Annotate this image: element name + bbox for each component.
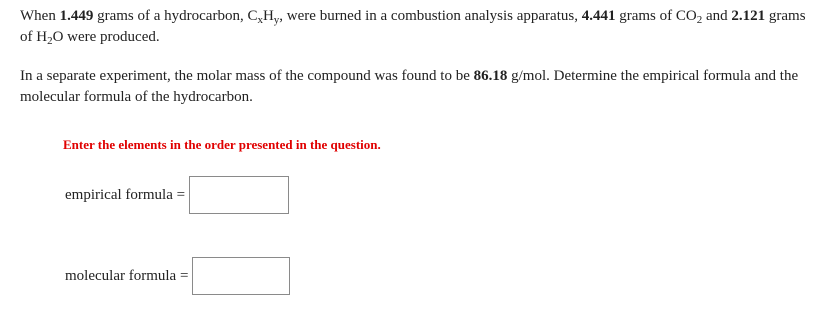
text-segment: In a separate experiment, the molar mass of the compound was found to be — [20, 68, 474, 84]
empirical-formula-row — [65, 176, 289, 214]
molecular-formula-row — [65, 257, 290, 295]
text-segment: When — [20, 8, 60, 24]
molar-mass-value: 86.18 — [473, 68, 508, 84]
text-segment: grams of CO — [615, 8, 697, 24]
subscript-x: x — [257, 14, 263, 26]
h2o-mass: 2.121 — [731, 8, 766, 24]
hydrocarbon-mass: 1.449 — [59, 8, 94, 24]
subscript-2: 2 — [696, 14, 703, 26]
question-paragraph-molar-mass — [20, 66, 820, 108]
text-segment: and — [702, 8, 732, 24]
text-segment: grams of a hydrocarbon, C — [93, 8, 258, 24]
subscript-2: 2 — [47, 35, 53, 47]
question-text — [20, 6, 820, 108]
empirical-formula-input[interactable] — [189, 176, 289, 214]
text-segment: grams of H — [20, 8, 806, 45]
molecular-formula-input[interactable] — [192, 257, 290, 295]
subscript-y: y — [273, 14, 280, 26]
text-segment: O were produced. — [52, 29, 160, 45]
text-segment: g/mol. Determine the empirical formula and the molecular formula of the hydrocarbon. — [20, 68, 799, 105]
text-segment: , were burned in a combustion analysis apparatus, — [279, 8, 582, 24]
co2-mass: 4.441 — [581, 8, 616, 24]
text-segment: H — [262, 8, 274, 24]
instruction-note: Enter the elements in the order presented in the question. — [63, 137, 381, 152]
molecular-formula-label: molecular formula = — [65, 267, 189, 284]
question-paragraph-combustion — [20, 6, 820, 48]
empirical-formula-label: empirical formula = — [65, 186, 186, 203]
